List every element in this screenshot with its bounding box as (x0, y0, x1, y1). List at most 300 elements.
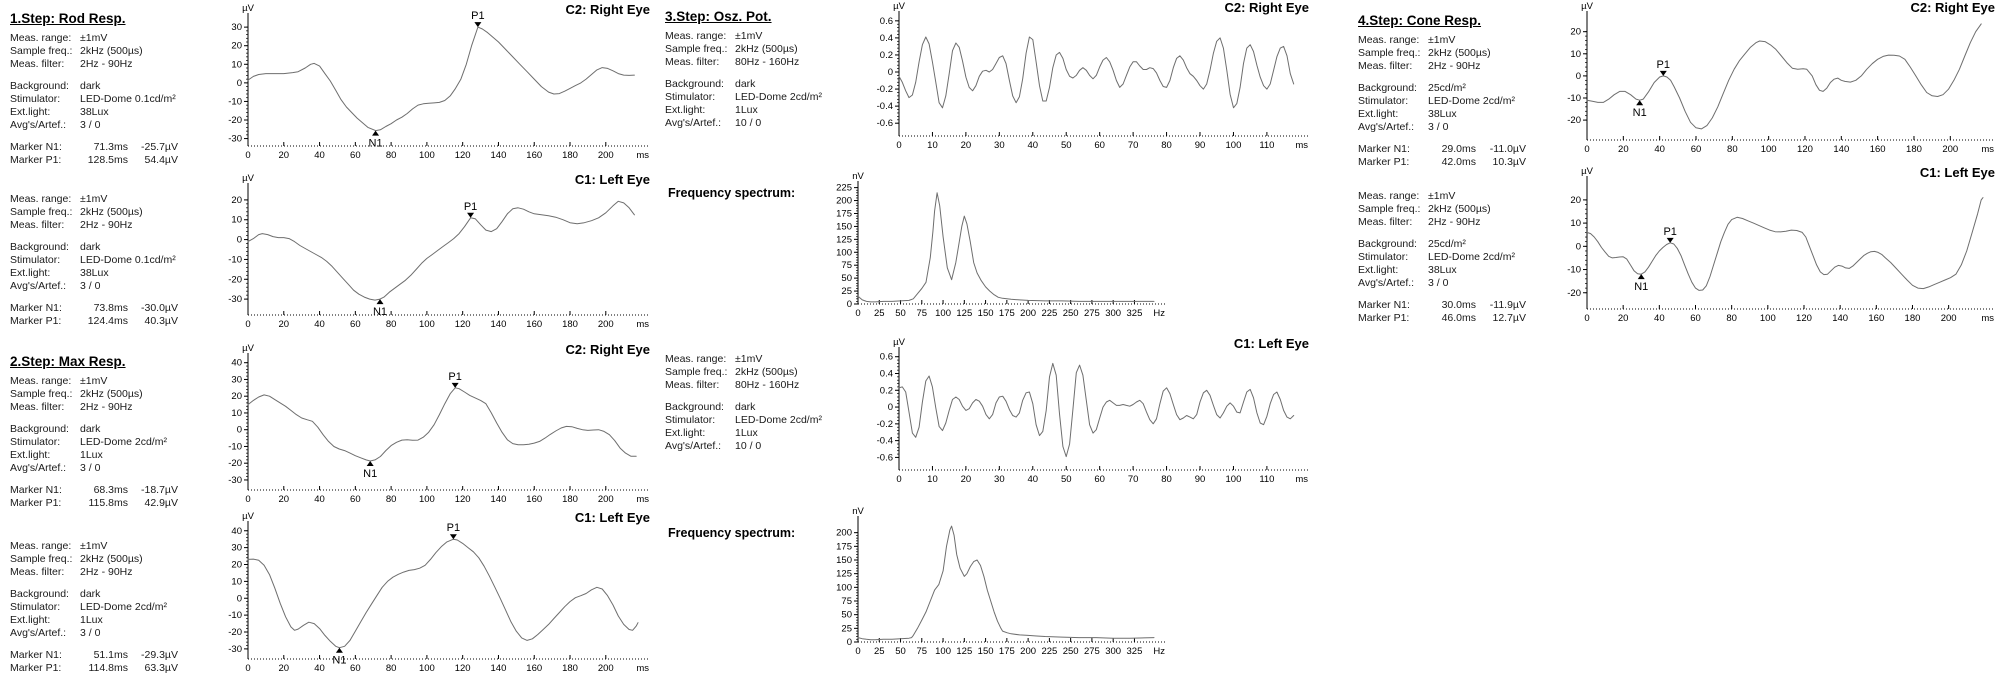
params-osz-left (665, 353, 870, 462)
svg-text:0: 0 (1584, 313, 1590, 324)
marker-label: Marker N1: (10, 484, 62, 496)
marker-triangle-down (1667, 238, 1674, 243)
marker-amplitude: 12.7µV (1492, 312, 1526, 324)
svg-text:150: 150 (977, 308, 994, 319)
svg-text:ms: ms (636, 663, 649, 674)
svg-text:80: 80 (1727, 144, 1738, 155)
svg-text:0.6: 0.6 (879, 15, 893, 27)
svg-text:200: 200 (597, 319, 614, 330)
param-row (10, 254, 215, 267)
svg-text:-30: -30 (228, 643, 242, 655)
param-row (10, 375, 215, 388)
param-row (10, 219, 215, 232)
svg-text:N1: N1 (372, 306, 388, 319)
svg-text:-0.2: -0.2 (876, 84, 893, 96)
svg-text:P1: P1 (1663, 225, 1677, 238)
svg-text:µV: µV (893, 337, 905, 348)
svg-text:0: 0 (236, 593, 242, 605)
svg-text:-20: -20 (228, 274, 242, 286)
svg-text:60: 60 (1094, 474, 1105, 485)
svg-text:30: 30 (231, 542, 242, 554)
svg-text:20: 20 (1570, 194, 1581, 206)
svg-text:µV: µV (1581, 166, 1593, 177)
param-key: Background: (10, 423, 69, 435)
chart-canvas (863, 336, 1311, 488)
param-key: Stimulator: (1358, 95, 1409, 107)
marker-time: 128.5ms (87, 154, 128, 166)
param-value: ±1mV (80, 540, 108, 552)
param-row (1358, 238, 1563, 251)
param-row (10, 566, 215, 579)
param-value: 2kHz (500µs) (1428, 47, 1491, 59)
frequency-spectrum-label-left: Frequency spectrum: (668, 526, 796, 540)
chart-rod-right (212, 2, 652, 164)
marker-time: 114.8ms (88, 662, 128, 674)
param-key: Avg's/Artef.: (10, 627, 67, 639)
svg-text:120: 120 (454, 150, 471, 161)
svg-text:N1: N1 (1634, 281, 1649, 294)
svg-text:C2: Right Eye: C2: Right Eye (565, 342, 650, 357)
marker-triangle-down (452, 383, 459, 388)
svg-text:90: 90 (1194, 140, 1206, 151)
param-value: 10 / 0 (735, 117, 762, 129)
param-value: dark (80, 80, 101, 92)
svg-text:100: 100 (836, 582, 852, 594)
svg-text:60: 60 (1690, 144, 1702, 155)
svg-text:325: 325 (1126, 308, 1143, 319)
svg-text:140: 140 (1833, 144, 1850, 155)
param-value: ±1mV (735, 353, 763, 365)
params-rod-right (10, 12, 215, 176)
svg-text:C2: Right Eye: C2: Right Eye (1224, 0, 1309, 15)
param-row (665, 401, 870, 414)
param-key: Meas. filter: (1358, 216, 1413, 228)
param-row (10, 423, 215, 436)
marker-row (1358, 156, 1563, 169)
marker-time: 71.3ms (93, 141, 128, 153)
param-group (665, 401, 870, 453)
svg-text:0: 0 (855, 646, 861, 657)
waveform-curve (248, 201, 634, 300)
marker-group (10, 484, 215, 510)
svg-text:300: 300 (1105, 308, 1122, 319)
param-row (1358, 34, 1563, 47)
marker-row (10, 649, 215, 662)
svg-text:125: 125 (956, 308, 973, 319)
param-value: 38Lux (80, 267, 109, 279)
param-key: Ext.light: (1358, 264, 1399, 276)
param-row (10, 32, 215, 45)
svg-text:40: 40 (1654, 313, 1665, 324)
param-value: 2kHz (500µs) (1428, 203, 1491, 215)
marker-label: Marker N1: (10, 302, 62, 314)
waveform-curve (248, 388, 636, 461)
param-value: 2Hz - 90Hz (80, 58, 133, 70)
param-row (1358, 108, 1563, 121)
svg-text:C1: Left Eye: C1: Left Eye (574, 510, 650, 525)
svg-text:200: 200 (1020, 308, 1037, 319)
marker-row (10, 141, 215, 154)
svg-text:10: 10 (231, 59, 242, 71)
param-row (665, 414, 870, 427)
svg-text:180: 180 (562, 150, 578, 161)
param-key: Sample freq.: (10, 206, 73, 218)
param-key: Background: (665, 78, 724, 90)
svg-text:80: 80 (385, 663, 397, 674)
svg-text:30: 30 (231, 22, 242, 34)
svg-text:70: 70 (1127, 140, 1139, 151)
chart-freq-left (822, 505, 1168, 660)
svg-text:30: 30 (994, 474, 1005, 485)
svg-text:-20: -20 (228, 458, 242, 470)
param-key: Avg's/Artef.: (10, 280, 67, 292)
param-value: 1Lux (80, 614, 103, 626)
svg-text:20: 20 (231, 391, 242, 403)
svg-text:0: 0 (896, 474, 902, 485)
svg-text:25: 25 (841, 286, 852, 298)
marker-label: Marker P1: (1358, 312, 1410, 324)
param-key: Stimulator: (1358, 251, 1409, 263)
marker-time: 51.1ms (93, 649, 128, 661)
svg-text:0: 0 (236, 77, 242, 89)
param-row (10, 267, 215, 280)
svg-text:20: 20 (231, 559, 242, 571)
svg-text:160: 160 (1868, 313, 1885, 324)
svg-text:250: 250 (1062, 646, 1079, 657)
svg-text:µV: µV (242, 343, 254, 354)
svg-text:ms: ms (1295, 140, 1308, 151)
svg-text:100: 100 (1759, 313, 1776, 324)
param-row (665, 30, 870, 43)
param-value: 3 / 0 (80, 627, 101, 639)
svg-text:0.6: 0.6 (879, 351, 893, 363)
svg-text:C2: Right Eye: C2: Right Eye (565, 2, 650, 17)
svg-text:80: 80 (385, 494, 397, 505)
params-cone-right (1358, 14, 1563, 178)
svg-text:125: 125 (956, 646, 973, 657)
param-key: Background: (10, 80, 69, 92)
param-key: Sample freq.: (10, 45, 73, 57)
waveform-curve (858, 193, 1154, 302)
svg-text:75: 75 (916, 308, 928, 319)
param-key: Stimulator: (10, 93, 61, 105)
param-group (10, 80, 215, 132)
param-row (665, 91, 870, 104)
svg-text:0.2: 0.2 (879, 385, 893, 397)
svg-text:100: 100 (418, 494, 435, 505)
svg-text:160: 160 (526, 494, 543, 505)
param-row (665, 353, 870, 366)
param-row (10, 614, 215, 627)
param-value: ±1mV (1428, 190, 1456, 202)
param-key: Avg's/Artef.: (1358, 121, 1415, 133)
marker-amplitude: 54.4µV (144, 154, 178, 166)
marker-time: 29.0ms (1441, 143, 1476, 155)
marker-time: 115.8ms (88, 497, 128, 509)
svg-text:100: 100 (836, 247, 852, 259)
svg-text:20: 20 (231, 194, 242, 206)
svg-text:20: 20 (1570, 26, 1581, 38)
param-row (665, 117, 870, 130)
svg-text:ms: ms (636, 494, 649, 505)
param-row (10, 93, 215, 106)
svg-text:ms: ms (636, 319, 649, 330)
param-key: Meas. range: (10, 540, 72, 552)
svg-text:140: 140 (490, 150, 507, 161)
svg-text:50: 50 (895, 308, 906, 319)
param-key: Meas. range: (10, 193, 72, 205)
svg-text:100: 100 (418, 150, 435, 161)
svg-text:0.4: 0.4 (879, 32, 893, 44)
svg-text:110: 110 (1259, 140, 1275, 151)
svg-text:µV: µV (1581, 1, 1593, 12)
param-row (10, 462, 215, 475)
svg-text:150: 150 (977, 646, 994, 657)
svg-text:C2: Right Eye: C2: Right Eye (1910, 0, 1995, 15)
svg-text:-20: -20 (228, 115, 242, 126)
param-key: Avg's/Artef.: (665, 117, 722, 129)
param-value: 2Hz - 90Hz (80, 566, 133, 578)
svg-text:70: 70 (1127, 474, 1139, 485)
svg-text:0: 0 (896, 140, 902, 151)
svg-text:10: 10 (1570, 48, 1581, 60)
svg-text:N1: N1 (1632, 107, 1647, 120)
marker-row (1358, 299, 1563, 312)
params-rod-left (10, 193, 215, 337)
param-key: Background: (10, 241, 69, 253)
svg-text:10: 10 (1570, 218, 1581, 230)
param-row (1358, 277, 1563, 290)
waveform-curve (1587, 198, 1983, 294)
svg-text:125: 125 (836, 234, 852, 246)
svg-text:325: 325 (1126, 646, 1143, 657)
param-key: Background: (1358, 238, 1417, 250)
param-value: 2kHz (500µs) (735, 43, 798, 55)
svg-text:10: 10 (927, 474, 938, 485)
svg-text:160: 160 (526, 319, 543, 330)
param-value: LED-Dome 2cd/m² (80, 601, 167, 613)
marker-amplitude: 63.3µV (144, 662, 178, 674)
svg-text:-10: -10 (228, 96, 242, 108)
param-value: 3 / 0 (80, 462, 101, 474)
svg-text:-0.4: -0.4 (876, 101, 893, 113)
param-key: Ext.light: (10, 267, 51, 279)
param-key: Stimulator: (665, 414, 716, 426)
svg-text:225: 225 (1041, 646, 1058, 657)
param-key: Meas. filter: (10, 401, 65, 413)
param-value: 2Hz - 90Hz (1428, 60, 1481, 72)
svg-text:100: 100 (1225, 474, 1242, 485)
chart-cone-left (1551, 165, 1997, 327)
param-key: Sample freq.: (1358, 47, 1421, 59)
param-row (10, 119, 215, 132)
waveform-curve (899, 363, 1294, 456)
chart-osz-left (863, 336, 1311, 488)
svg-text:120: 120 (1797, 144, 1813, 155)
svg-text:80: 80 (1161, 140, 1172, 151)
svg-text:0: 0 (236, 424, 242, 436)
param-key: Meas. filter: (1358, 60, 1413, 72)
params-max-right (10, 355, 215, 519)
svg-text:0: 0 (1575, 70, 1581, 82)
param-row (10, 436, 215, 449)
param-group (10, 588, 215, 640)
param-row (10, 401, 215, 414)
param-group (665, 30, 870, 69)
param-value: dark (80, 241, 101, 253)
param-row (10, 540, 215, 553)
svg-text:0: 0 (846, 637, 852, 648)
svg-text:180: 180 (562, 319, 578, 330)
param-value: 2kHz (500µs) (80, 553, 143, 565)
param-value: LED-Dome 0.1cd/m² (80, 93, 176, 105)
param-row (10, 553, 215, 566)
svg-text:200: 200 (836, 195, 852, 207)
svg-text:200: 200 (1940, 313, 1957, 324)
svg-text:-10: -10 (228, 610, 242, 622)
param-value: ±1mV (80, 193, 108, 205)
svg-text:ms: ms (1295, 474, 1308, 485)
frequency-spectrum-label-right: Frequency spectrum: (668, 186, 796, 200)
marker-triangle-down (474, 22, 481, 27)
svg-text:ms: ms (1981, 144, 1994, 155)
marker-time: 46.0ms (1441, 312, 1476, 324)
svg-text:nV: nV (852, 171, 864, 182)
param-key: Meas. range: (1358, 34, 1420, 46)
param-row (1358, 95, 1563, 108)
param-key: Avg's/Artef.: (10, 119, 67, 131)
param-key: Sample freq.: (10, 553, 73, 565)
svg-text:P1: P1 (446, 522, 461, 535)
svg-text:0: 0 (1584, 144, 1590, 155)
svg-text:0: 0 (1575, 241, 1581, 253)
param-value: 38Lux (80, 106, 109, 118)
svg-text:25: 25 (873, 308, 885, 319)
param-row (10, 241, 215, 254)
param-key: Avg's/Artef.: (10, 462, 67, 474)
params-osz-right (665, 10, 870, 139)
svg-text:50: 50 (1060, 474, 1072, 485)
svg-text:0: 0 (887, 67, 893, 79)
param-group (10, 375, 215, 414)
svg-text:N1: N1 (363, 468, 378, 481)
svg-text:180: 180 (1904, 313, 1921, 324)
marker-row (10, 484, 215, 497)
param-value: ±1mV (80, 32, 108, 44)
svg-text:180: 180 (562, 494, 578, 505)
svg-text:P1: P1 (448, 370, 462, 383)
svg-text:-20: -20 (228, 627, 242, 638)
svg-text:140: 140 (490, 319, 507, 330)
svg-text:ms: ms (1981, 313, 1994, 324)
svg-text:20: 20 (960, 140, 972, 151)
param-value: 25cd/m² (1428, 82, 1466, 94)
svg-text:20: 20 (278, 150, 290, 161)
chart-osz-right (863, 0, 1311, 154)
marker-row (1358, 312, 1563, 325)
svg-text:-0.6: -0.6 (876, 452, 893, 464)
param-group (10, 540, 215, 579)
svg-text:Hz: Hz (1153, 308, 1165, 319)
param-row (1358, 60, 1563, 73)
svg-text:-30: -30 (228, 474, 242, 486)
param-row (1358, 203, 1563, 216)
waveform-curve (248, 539, 638, 648)
param-value: 3 / 0 (1428, 121, 1449, 133)
param-group (665, 78, 870, 130)
step-title: 3.Step: Osz. Pot. (665, 9, 772, 24)
param-value: 38Lux (1428, 264, 1457, 276)
svg-text:-30: -30 (228, 294, 242, 306)
svg-text:20: 20 (1617, 313, 1629, 324)
svg-text:C1: Left Eye: C1: Left Eye (1233, 336, 1309, 351)
param-value: 2Hz - 90Hz (80, 219, 133, 231)
param-value: 25cd/m² (1428, 238, 1466, 250)
param-value: dark (735, 401, 756, 413)
param-row (665, 440, 870, 453)
svg-text:200: 200 (836, 527, 852, 539)
param-row (665, 43, 870, 56)
param-value: 38Lux (1428, 108, 1457, 120)
param-value: LED-Dome 2cd/m² (1428, 95, 1515, 107)
svg-text:250: 250 (1062, 308, 1079, 319)
param-value: 2kHz (500µs) (80, 206, 143, 218)
param-row (665, 104, 870, 117)
param-key: Avg's/Artef.: (665, 440, 722, 452)
param-row (1358, 47, 1563, 60)
svg-text:25: 25 (841, 623, 852, 635)
chart-rod-left (212, 172, 652, 333)
svg-text:30: 30 (231, 374, 242, 386)
marker-label: Marker P1: (10, 662, 62, 674)
param-key: Meas. range: (10, 375, 72, 387)
marker-label: Marker N1: (10, 649, 62, 661)
svg-text:40: 40 (1027, 140, 1039, 151)
svg-text:50: 50 (895, 646, 906, 657)
svg-text:-10: -10 (1567, 93, 1581, 104)
svg-text:0: 0 (245, 663, 251, 674)
svg-text:0.2: 0.2 (879, 49, 893, 61)
param-key: Ext.light: (10, 449, 51, 461)
param-group (10, 423, 215, 475)
svg-text:275: 275 (1083, 646, 1100, 657)
svg-text:µV: µV (893, 1, 905, 12)
svg-text:100: 100 (1225, 140, 1242, 151)
svg-text:ms: ms (636, 150, 649, 161)
svg-text:0: 0 (245, 319, 251, 330)
svg-text:75: 75 (841, 596, 852, 607)
param-key: Ext.light: (10, 614, 51, 626)
param-key: Meas. filter: (10, 219, 65, 231)
svg-text:0: 0 (855, 308, 861, 319)
param-value: 2Hz - 90Hz (80, 401, 133, 413)
chart-canvas (212, 2, 652, 164)
param-value: dark (735, 78, 756, 90)
svg-text:10: 10 (927, 140, 938, 151)
param-value: LED-Dome 2cd/m² (80, 436, 167, 448)
svg-text:N1: N1 (368, 137, 383, 150)
param-value: 1Lux (735, 427, 758, 439)
svg-text:60: 60 (350, 150, 361, 161)
param-group (10, 193, 215, 232)
svg-text:10: 10 (231, 576, 242, 588)
svg-text:140: 140 (1832, 313, 1849, 324)
svg-text:180: 180 (1906, 144, 1922, 155)
param-key: Sample freq.: (665, 43, 728, 55)
svg-text:175: 175 (998, 646, 1015, 657)
marker-group (1358, 143, 1563, 169)
svg-text:160: 160 (526, 663, 543, 674)
